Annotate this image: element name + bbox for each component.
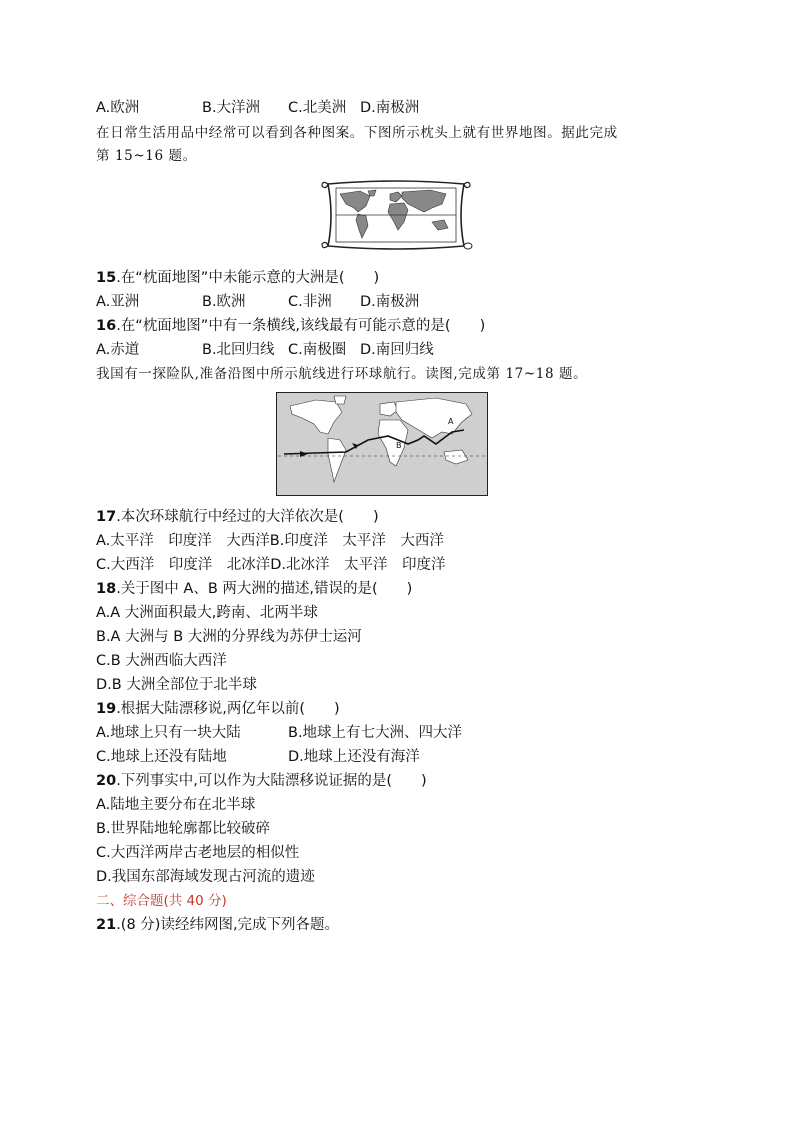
q14-option-b: B.大洋洲 — [202, 100, 261, 116]
navigation-route-map-figure — [276, 392, 488, 496]
q17-options-row1 — [96, 531, 444, 551]
q15-option-c: C.非洲 — [288, 294, 332, 310]
q15-options — [96, 292, 419, 312]
q15-stem — [96, 268, 379, 288]
section-heading-comprehensive: 二、综合题(共 40 分) — [96, 893, 227, 909]
q18-option-b: B.A 大洲与 B 大洲的分界线为苏伊士运河 — [96, 629, 362, 645]
q15-text: .在“枕面地图”中未能示意的大洲是( ) — [116, 270, 380, 286]
q19-option-c: C.地球上还没有陆地 — [96, 749, 227, 765]
q14-options — [96, 98, 419, 118]
q20-option-d: D.我国东部海域发现古河流的遗迹 — [96, 869, 315, 885]
q19-option-a: A.地球上只有一块大陆 — [96, 725, 241, 741]
pillow-map-svg — [318, 178, 474, 254]
q19-stem — [96, 699, 340, 719]
q16-options — [96, 340, 434, 360]
q15-option-d: D.南极洲 — [360, 294, 420, 310]
q15-number: 15 — [96, 270, 117, 286]
q17-text: .本次环球航行中经过的大洋依次是( ) — [116, 509, 379, 525]
q16-option-a: A.赤道 — [96, 342, 140, 358]
q18-number: 18 — [96, 581, 117, 597]
q19-text: .根据大陆漂移说,两亿年以前( ) — [116, 701, 340, 717]
q19-options-row1 — [96, 723, 462, 743]
q19-option-d: D.地球上还没有海洋 — [288, 749, 420, 765]
q15-option-a: A.亚洲 — [96, 294, 140, 310]
q17-option-b: B.印度洋 太平洋 大西洋 — [269, 533, 444, 549]
q18-option-c: C.B 大洲西临大西洋 — [96, 653, 227, 669]
pillow-world-map-figure — [318, 178, 474, 254]
q16-option-b: B.北回归线 — [202, 342, 275, 358]
q20-number: 20 — [96, 773, 117, 789]
q21-number: 21 — [96, 917, 117, 933]
q21-stem — [96, 915, 339, 935]
q14-option-c: C.北美洲 — [288, 100, 347, 116]
q20-text: .下列事实中,可以作为大陆漂移说证据的是( ) — [116, 773, 427, 789]
q15-option-b: B.欧洲 — [202, 294, 246, 310]
q18-text: .关于图中 A、B 两大洲的描述,错误的是( ) — [116, 581, 413, 597]
q21-text: .(8 分)读经纬网图,完成下列各题。 — [116, 917, 340, 933]
q19-options-row2 — [96, 747, 420, 767]
q18-option-d: D.B 大洲全部位于北半球 — [96, 677, 257, 693]
q17-options-row2 — [96, 555, 446, 575]
q16-text: .在“枕面地图”中有一条横线,该线最有可能示意的是( ) — [116, 318, 486, 334]
q14-option-a: A.欧洲 — [96, 100, 140, 116]
q19-option-b: B.地球上有七大洲、四大洋 — [288, 725, 463, 741]
route-map-svg — [276, 392, 488, 496]
q16-stem — [96, 316, 485, 336]
intro-15-16-line2: 第 15~16 题。 — [96, 148, 197, 164]
continent-label-a: A — [448, 417, 454, 426]
q16-option-d: D.南回归线 — [360, 342, 434, 358]
intro-15-16-line1: 在日常生活用品中经常可以看到各种图案。下图所示枕头上就有世界地图。据此完成 — [96, 125, 618, 141]
q20-option-c: C.大西洋两岸古老地层的相似性 — [96, 845, 300, 861]
continent-label-b: B — [396, 441, 402, 450]
q14-option-d: D.南极洲 — [360, 100, 420, 116]
q17-option-c: C.大西洋 印度洋 北冰洋 — [96, 557, 271, 573]
q20-option-b: B.世界陆地轮廓都比较破碎 — [96, 821, 271, 837]
q17-option-d: D.北冰洋 太平洋 印度洋 — [270, 557, 446, 573]
q17-stem — [96, 507, 379, 527]
q18-option-a: A.A 大洲面积最大,跨南、北两半球 — [96, 605, 318, 621]
q17-number: 17 — [96, 509, 117, 525]
intro-17-18: 我国有一探险队,准备沿图中所示航线进行环球航行。读图,完成第 17~18 题。 — [96, 366, 588, 382]
q16-number: 16 — [96, 318, 117, 334]
q19-number: 19 — [96, 701, 117, 717]
q17-option-a: A.太平洋 印度洋 大西洋 — [96, 533, 270, 549]
q20-option-a: A.陆地主要分布在北半球 — [96, 797, 256, 813]
q16-option-c: C.南极圈 — [288, 342, 347, 358]
q18-stem — [96, 579, 412, 599]
q20-stem — [96, 771, 427, 791]
